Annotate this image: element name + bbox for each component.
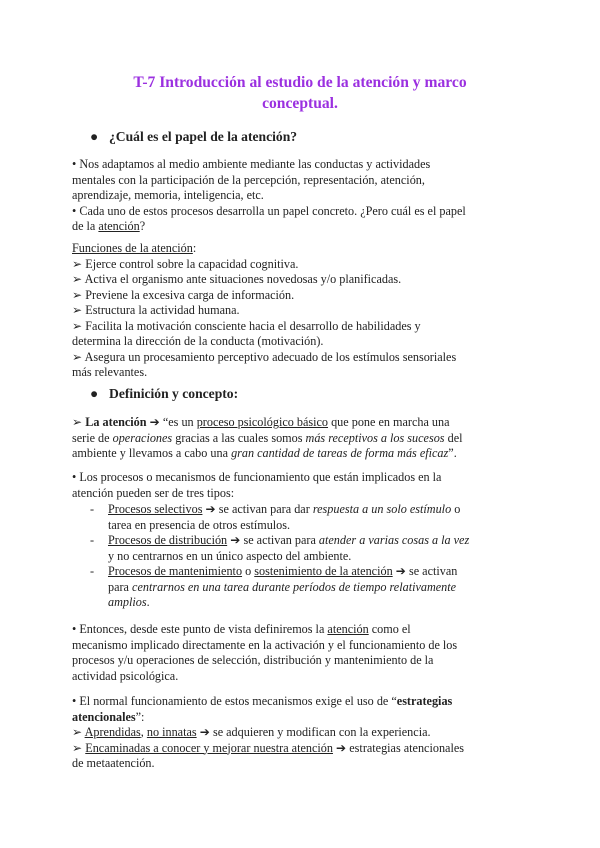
underlined-term: sostenimiento de la atención bbox=[254, 564, 393, 578]
text-run: ➔ se activan para dar bbox=[202, 502, 313, 516]
functions-list bbox=[72, 241, 534, 381]
arrow-bullet-icon: ➢ bbox=[72, 415, 86, 429]
bold-term: La atención bbox=[85, 415, 147, 429]
text-line: • Cada uno de estos procesos desarrolla un papel concreto. ¿Pero cuál es el papel bbox=[72, 203, 466, 218]
text-run: o bbox=[242, 564, 255, 578]
text-run: ambiente y llevamos a cabo una bbox=[72, 446, 232, 460]
text-line: tarea en presencia de otros estímulos. bbox=[108, 517, 291, 532]
text-run: o bbox=[451, 502, 461, 516]
text-run: ”: bbox=[135, 709, 145, 724]
list-item-cont: de metaatención. bbox=[72, 756, 155, 770]
dash-bullet: - bbox=[90, 564, 95, 578]
text-run: serie de bbox=[72, 430, 113, 445]
text-line: procesos y/u operaciones de selección, distribución y mantenimiento de la bbox=[72, 653, 434, 667]
bold-term: atencionales bbox=[72, 709, 136, 724]
underlined-term: atención bbox=[98, 219, 140, 233]
italic-term: atender a varias cosas a la vez bbox=[318, 533, 470, 547]
underlined-term: proceso psicológico básico bbox=[196, 415, 329, 429]
text-run: ➔ se activan bbox=[392, 564, 458, 578]
list-item: ➢ Facilita la motivación consciente hacia el desarrollo de habilidades y bbox=[72, 318, 421, 333]
heading-text: Definición y concepto: bbox=[109, 386, 239, 401]
list-item-cont: determina la dirección de la conducta (motivación). bbox=[72, 334, 324, 348]
italic-term: centrarnos en una tarea durante períodos de tiempo relativamente bbox=[132, 579, 457, 594]
list-item: ➢ Estructura la actividad humana. bbox=[72, 303, 240, 317]
text-line bbox=[108, 502, 460, 518]
list-item bbox=[72, 741, 534, 757]
text-line bbox=[72, 415, 534, 431]
list-item: ➢ Previene la excesiva carga de información. bbox=[72, 287, 295, 302]
text-line bbox=[108, 580, 456, 596]
bullet-icon: ● bbox=[90, 129, 99, 144]
text-line bbox=[72, 710, 534, 726]
paragraph-then bbox=[72, 622, 534, 684]
underlined-term: Funciones de la atención bbox=[72, 241, 193, 255]
type-maintenance bbox=[90, 564, 530, 611]
text-run: que pone en marcha una bbox=[328, 415, 450, 429]
italic-term: más receptivos a los sucesos bbox=[305, 430, 445, 445]
text-line: actividad psicológica. bbox=[72, 668, 179, 683]
text-line: • Nos adaptamos al medio ambiente mediante las conductas y actividades bbox=[72, 157, 431, 171]
section-heading-definition bbox=[90, 385, 238, 402]
underlined-term: Aprendidas bbox=[84, 725, 141, 739]
dash-bullet: - bbox=[90, 502, 95, 516]
text-line: atención pueden ser de tres tipos: bbox=[72, 485, 235, 500]
underlined-term: Encaminadas a conocer y mejorar nuestra atención bbox=[85, 740, 333, 755]
arrow-bullet-icon: ➢ bbox=[72, 740, 86, 755]
text-run: ➔ se adquieren y modifican con la experiencia. bbox=[196, 725, 431, 739]
text-run: ➔ estrategias atencionales bbox=[332, 740, 464, 755]
text-line: aprendizaje, memoria, inteligencia, etc. bbox=[72, 188, 264, 202]
list-item bbox=[72, 725, 534, 741]
list-item: ➢ Asegura un procesamiento perceptivo adecuado de los estímulos sensoriales bbox=[72, 349, 457, 364]
heading-text: ¿Cuál es el papel de la atención? bbox=[109, 129, 298, 144]
text-line: • Los procesos o mecanismos de funcionamiento que están implicados en la bbox=[72, 470, 442, 484]
page-title bbox=[90, 72, 510, 114]
underlined-term: Procesos de mantenimiento bbox=[108, 564, 243, 578]
section-heading-role bbox=[90, 128, 297, 145]
underlined-term: atención bbox=[327, 622, 369, 636]
text-run: ? bbox=[139, 219, 146, 233]
type-selective bbox=[90, 502, 530, 533]
text-run: , bbox=[140, 725, 147, 739]
underlined-term: Procesos selectivos bbox=[108, 502, 203, 516]
functions-title bbox=[72, 241, 534, 257]
text-run: : bbox=[192, 241, 197, 255]
text-line: mecanismo implicado directamente en la activación y el funcionamiento de los bbox=[72, 637, 458, 652]
text-line bbox=[108, 533, 469, 549]
text-run: como el bbox=[368, 622, 411, 636]
text-line bbox=[72, 431, 534, 447]
italic-term: operaciones bbox=[112, 430, 173, 445]
text-line: mentales con la participación de la percepción, representación, atención, bbox=[72, 172, 425, 187]
text-line: y no centrarnos en un único aspecto del ambiente. bbox=[108, 548, 352, 563]
text-run: ”. bbox=[448, 446, 457, 460]
text-line bbox=[72, 694, 534, 710]
bullet-icon: ● bbox=[90, 386, 99, 401]
paragraph-strategies bbox=[72, 694, 534, 772]
type-distribution bbox=[90, 533, 530, 564]
title-line-2: conceptual. bbox=[262, 95, 338, 112]
text-run: gracias a las cuales somos bbox=[172, 430, 306, 445]
underlined-term: Procesos de distribución bbox=[108, 533, 228, 547]
definition-paragraph bbox=[72, 415, 534, 462]
text-line bbox=[108, 595, 150, 611]
text-line bbox=[108, 564, 457, 580]
text-line bbox=[72, 446, 534, 462]
text-run: . bbox=[146, 595, 150, 609]
underlined-term: no innatas bbox=[146, 725, 197, 739]
text-run: ➔ se activan para bbox=[227, 533, 319, 547]
text-run: para bbox=[108, 579, 133, 594]
italic-term: gran cantidad de tareas de forma más eficaz bbox=[231, 446, 449, 460]
text-line bbox=[72, 219, 534, 235]
dash-bullet: - bbox=[90, 533, 95, 547]
text-run: • Entonces, desde este punto de vista definiremos la bbox=[72, 622, 328, 636]
types-intro bbox=[72, 470, 534, 501]
text-line bbox=[72, 622, 534, 638]
title-line-1: T-7 Introducción al estudio de la atención y marco bbox=[133, 74, 467, 91]
list-item: ➢ Ejerce control sobre la capacidad cognitiva. bbox=[72, 256, 299, 271]
text-run: de la bbox=[72, 219, 99, 233]
list-item-cont: más relevantes. bbox=[72, 365, 148, 379]
arrow-bullet-icon: ➢ bbox=[72, 725, 85, 739]
list-item: ➢ Activa el organismo ante situaciones novedosas y/o planificadas. bbox=[72, 272, 402, 286]
italic-term: respuesta a un solo estímulo bbox=[312, 502, 452, 516]
text-run: ➔ “es un bbox=[146, 415, 197, 429]
text-run: del bbox=[444, 430, 463, 445]
bold-term: estrategias bbox=[396, 694, 453, 708]
text-run: • El normal funcionamiento de estos mecanismos exige el uso de “ bbox=[72, 694, 397, 708]
paragraph-adaptation bbox=[72, 157, 534, 235]
italic-term: amplios bbox=[108, 595, 147, 609]
